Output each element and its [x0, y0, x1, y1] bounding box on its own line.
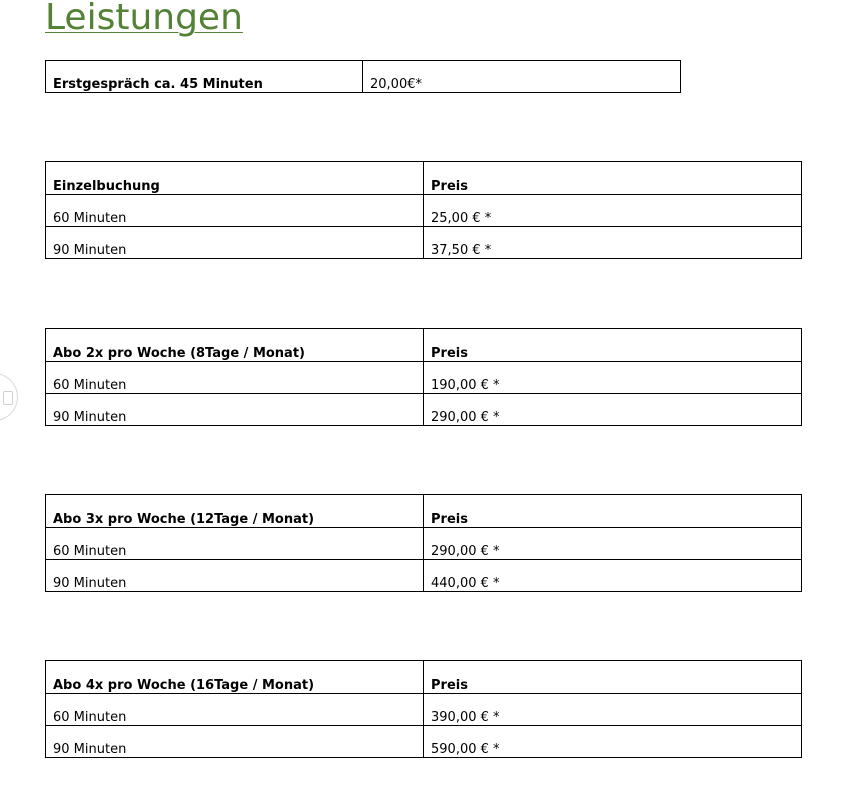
table-header-title: Abo 3x pro Woche (12Tage / Monat) [46, 495, 424, 528]
row-price: 37,50 € * [424, 227, 802, 259]
table-header-row [46, 329, 802, 362]
price-table-abo-4x [45, 660, 802, 758]
table-header-price: Preis [424, 162, 802, 195]
row-price: 190,00 € * [424, 362, 802, 394]
table-row [46, 227, 802, 259]
table-row [46, 528, 802, 560]
row-duration: 90 Minuten [46, 227, 424, 259]
row-duration: 60 Minuten [46, 195, 424, 227]
table-header-title: Einzelbuchung [46, 162, 424, 195]
table-header-price: Preis [424, 661, 802, 694]
page-title: Leistungen [45, 0, 243, 38]
table-header-price: Preis [424, 329, 802, 362]
row-price: 390,00 € * [424, 694, 802, 726]
table-header-row [46, 661, 802, 694]
side-navigation-circle-icon[interactable] [0, 373, 18, 421]
row-duration: 60 Minuten [46, 362, 424, 394]
price-table-einzelbuchung [45, 161, 802, 259]
table-header-title: Abo 2x pro Woche (8Tage / Monat) [46, 329, 424, 362]
table-header-price: Preis [424, 495, 802, 528]
table-header-title: Abo 4x pro Woche (16Tage / Monat) [46, 661, 424, 694]
row-price: 290,00 € * [424, 528, 802, 560]
row-duration: 60 Minuten [46, 528, 424, 560]
row-duration: 90 Minuten [46, 726, 424, 758]
price-table-abo-2x [45, 328, 802, 426]
consultation-price: 20,00€* [363, 61, 681, 93]
table-row [46, 694, 802, 726]
row-price: 290,00 € * [424, 394, 802, 426]
row-price: 25,00 € * [424, 195, 802, 227]
row-duration: 90 Minuten [46, 560, 424, 592]
consultation-label: Erstgespräch ca. 45 Minuten [46, 61, 363, 93]
row-duration: 90 Minuten [46, 394, 424, 426]
table-row [46, 362, 802, 394]
table-row [46, 726, 802, 758]
row-price: 440,00 € * [424, 560, 802, 592]
table-row [46, 394, 802, 426]
row-duration: 60 Minuten [46, 694, 424, 726]
table-row [46, 195, 802, 227]
table-row [46, 560, 802, 592]
table-header-row [46, 162, 802, 195]
table-header-row [46, 495, 802, 528]
first-consultation-table [45, 60, 681, 93]
price-table-abo-3x [45, 494, 802, 592]
row-price: 590,00 € * [424, 726, 802, 758]
